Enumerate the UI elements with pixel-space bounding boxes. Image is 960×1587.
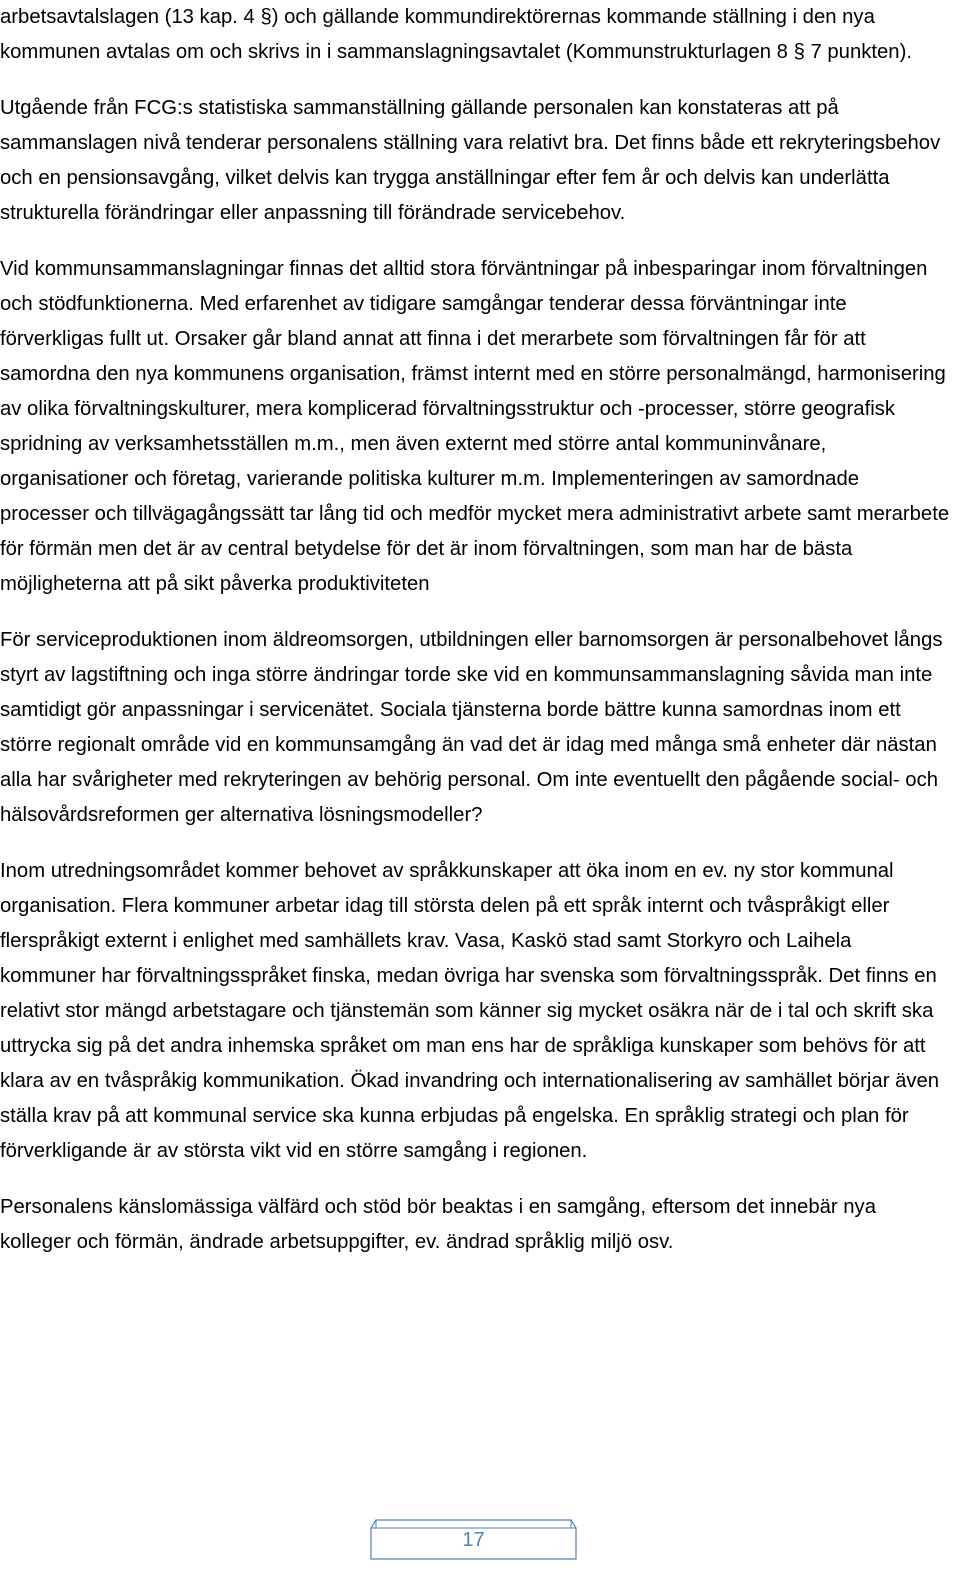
- paragraph: [0, 91, 950, 231]
- paragraph-text: Inom utredningsområdet kommer behovet av språkkunskaper att öka inom en ev. ny stor kommunal organisation. Flera kommuner arbetar idag till största delen på ett språk internt och tvåspråkigt eller flerspråkigt externt i enlighet med samhällets krav. Vasa, Kaskö stad samt Storkyro och Laihela kommuner har förvaltningsspråket finska, medan övriga har svenska som förvaltningsspråk. Det finns en relativt stor mängd arbetstagare och tjänstemän som känner sig mycket osäkra när de i tal och skrift ska uttrycka sig på det andra inhemska språket om man ens har de språkliga kunskaper som behövs för att klara av en tvåspråkig kommunikation. Ökad invandring och internationalisering av samhället börjar även ställa krav på att kommunal service ska kunna erbjudas på engelska. En språklig strategi och plan för förverkligande är av största vikt vid en större samgång i regionen.: [0, 860, 940, 1162]
- page-number: 17: [462, 1529, 485, 1551]
- paragraph: [0, 252, 950, 602]
- paragraph: [0, 854, 950, 1169]
- paragraph-text: Personalens känslomässiga välfärd och stöd bör beaktas i en samgång, eftersom det innebär nya kolleger och förmän, ändrade arbetsuppgifter, ev. ändrad språklig miljö osv.: [0, 1196, 876, 1253]
- paragraph: [0, 623, 950, 833]
- paragraph: [0, 1190, 950, 1260]
- paragraph-text: arbetsavtalslagen (13 kap. 4 §) och gällande kommundirektörernas kommande ställning i den nya kommunen avtalas om och skrivs in i sammanslagningsavtalet (Kommunstrukturlagen 8 § 7 punkten).: [0, 6, 912, 63]
- paragraph: [0, 0, 950, 70]
- page-number-footer: [370, 1519, 577, 1560]
- paragraph-text: För serviceproduktionen inom äldreomsorgen, utbildningen eller barnomsorgen är personalbehovet långs styrt av lagstiftning och inga större ändringar torde ske vid en kommunsammanslagning såvida man inte samtidigt gör anpassningar i servicenätet. Sociala tjänsterna borde bättre kunna samordnas inom ett större regionalt område vid en kommunsamgång än vad det är idag med många små enheter där nästan alla har svårigheter med rekryteringen av behörig personal. Om inte eventuellt den pågående social- och hälsovårdsreformen ger alternativa lösningsmodeller?: [0, 629, 943, 826]
- paragraph-text: Utgående från FCG:s statistiska sammanställning gällande personalen kan konstateras att på sammanslagen nivå tenderar personalens ställning vara relativt bra.: [0, 97, 839, 154]
- paragraph-text: Vid kommunsammanslagningar finnas det alltid stora förväntningar på inbesparingar inom förvaltningen och stödfunktionerna. Med erfarenhet av tidigare samgångar tenderar dessa förväntningar inte förverkligas fullt ut. Orsaker går bland annat att finna i det merarbete som förvaltningen får för att samordna den nya kommunens organisation, främst internt med en större personalmängd, harmonisering av olika förvaltningskulturer, mera komplicerad förvaltningsstruktur och -processer, större geografisk spridning av verksamhetsställen m.m., men även externt med större antal kommuninvånare, organisationer och företag, varierande politiska kulturer m.m. Implementeringen av samordnade processer och tillvägagångssätt tar lång tid och medför mycket mera administrativt arbete samt merarbete för förmän men det är av central betydelse för det är inom förvaltningen, som man har de bästa möjligheterna att på sikt påverka produktiviteten: [0, 258, 950, 595]
- paragraph-text: Det finns både ett rekryteringsbehov och en pensionsavgång, vilket delvis kan trygga anställningar efter fem år och delvis kan underlätta strukturella förändringar eller anpassning till förändrade servicebehov.: [0, 132, 941, 224]
